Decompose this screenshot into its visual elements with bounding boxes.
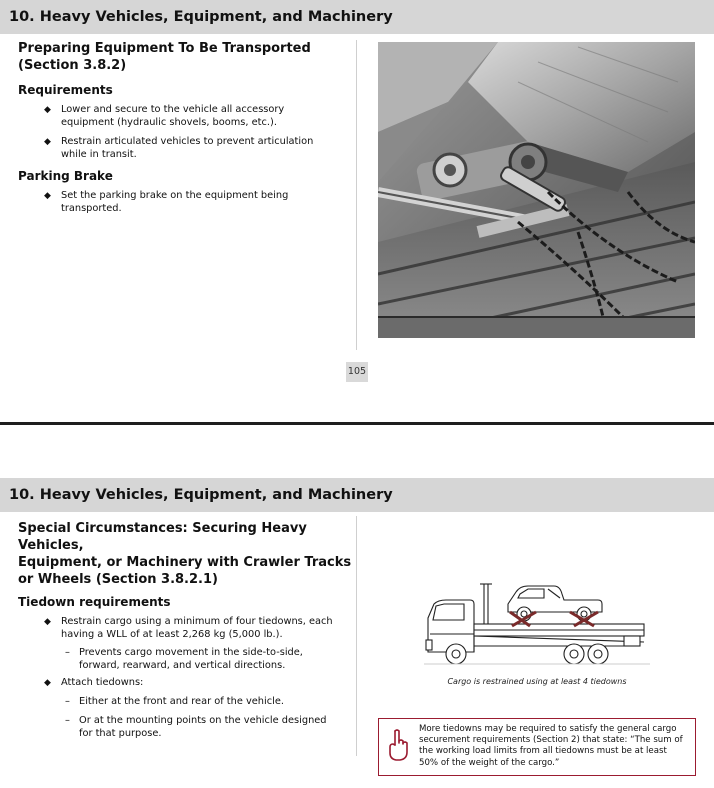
left-column [18,520,354,747]
requirements-heading: Requirements [18,83,113,97]
sub-list-item-text: for that purpose. [79,727,162,739]
sub-list [61,647,354,672]
chapter-banner: 10. Heavy Vehicles, Equipment, and Machinery [0,0,714,34]
chapter-banner: 10. Heavy Vehicles, Equipment, and Machinery [0,478,714,512]
parking-brake-list [18,190,348,215]
list-item-text: Set the parking brake on the equipment being [61,190,289,201]
list-item [18,677,354,740]
truck-with-pickup-illustration [424,574,650,674]
sub-list-item-text: Or at the mounting points on the vehicle designed [79,715,327,726]
list-item [18,190,348,215]
diamond-bullet-icon: ◆ [44,191,51,201]
pointing-hand-icon [387,728,409,762]
sub-list-item-text: Either at the front and rear of the vehicle. [79,695,284,707]
page-gap [0,425,714,478]
figure-caption: Cargo is restrained using at least 4 tiedowns [447,677,627,686]
list-item-text: transported. [61,202,122,214]
list-item-text: Attach tiedowns: [61,677,144,688]
list-item-text: equipment (hydraulic shovels, booms, etc.). [61,116,277,128]
list-item-text: while in transit. [61,148,137,160]
column-divider [356,40,357,350]
list-item [18,104,348,129]
section-title-line: Equipment, or Machinery with Crawler Tracks [18,555,352,570]
diamond-bullet-icon: ◆ [44,137,51,147]
note-text-line: securement requirements (Section 2) that state: “The sum of [419,735,683,746]
sub-list [61,696,354,741]
tiedown-list [18,616,354,740]
parking-brake-heading: Parking Brake [18,169,113,183]
section-title [18,40,348,74]
dash-bullet-icon: – [65,695,70,707]
tiedown-requirements-heading: Tiedown requirements [18,595,171,609]
diamond-bullet-icon: ◆ [44,678,51,688]
section-title-line: (Section 3.8.2) [18,58,127,73]
page-number: 105 [346,362,368,382]
note-box [378,718,696,776]
equipment-chained-photo [378,42,695,338]
list-item [18,136,348,161]
sub-list-item-text: Prevents cargo movement in the side-to-side, [79,647,303,658]
diamond-bullet-icon: ◆ [44,617,51,627]
left-column [18,40,348,222]
column-divider [356,516,357,756]
diamond-bullet-icon: ◆ [44,105,51,115]
sub-list-item-text: forward, rearward, and vertical directions. [79,659,286,671]
dash-bullet-icon: – [65,647,70,658]
sub-list-item [60,715,354,740]
sub-list-item [60,696,354,709]
section-title-line: Special Circumstances: Securing Heavy Vehicles, [18,521,307,553]
list-item-text: Restrain cargo using a minimum of four tiedowns, each [61,616,333,627]
list-item-text: Restrain articulated vehicles to prevent articulation [61,136,314,147]
dash-bullet-icon: – [65,715,70,726]
note-text-line: More tiedowns may be required to satisfy the general cargo [419,724,677,734]
list-item-text: having a WLL of at least 2,268 kg (5,000 lb.). [61,628,283,640]
list-item [18,616,354,672]
requirements-list [18,104,348,161]
list-item-text: Lower and secure to the vehicle all accessory [61,104,285,115]
section-title-line: or Wheels (Section 3.8.2.1) [18,572,218,587]
note-text-line: the working load limits from all tiedowns must be at least [419,746,667,757]
note-text [419,724,687,769]
section-title [18,520,354,588]
section-title-line: Preparing Equipment To Be Transported [18,41,311,56]
sub-list-item [60,647,354,672]
note-text-line: 50% of the weight of the cargo.” [419,757,560,768]
